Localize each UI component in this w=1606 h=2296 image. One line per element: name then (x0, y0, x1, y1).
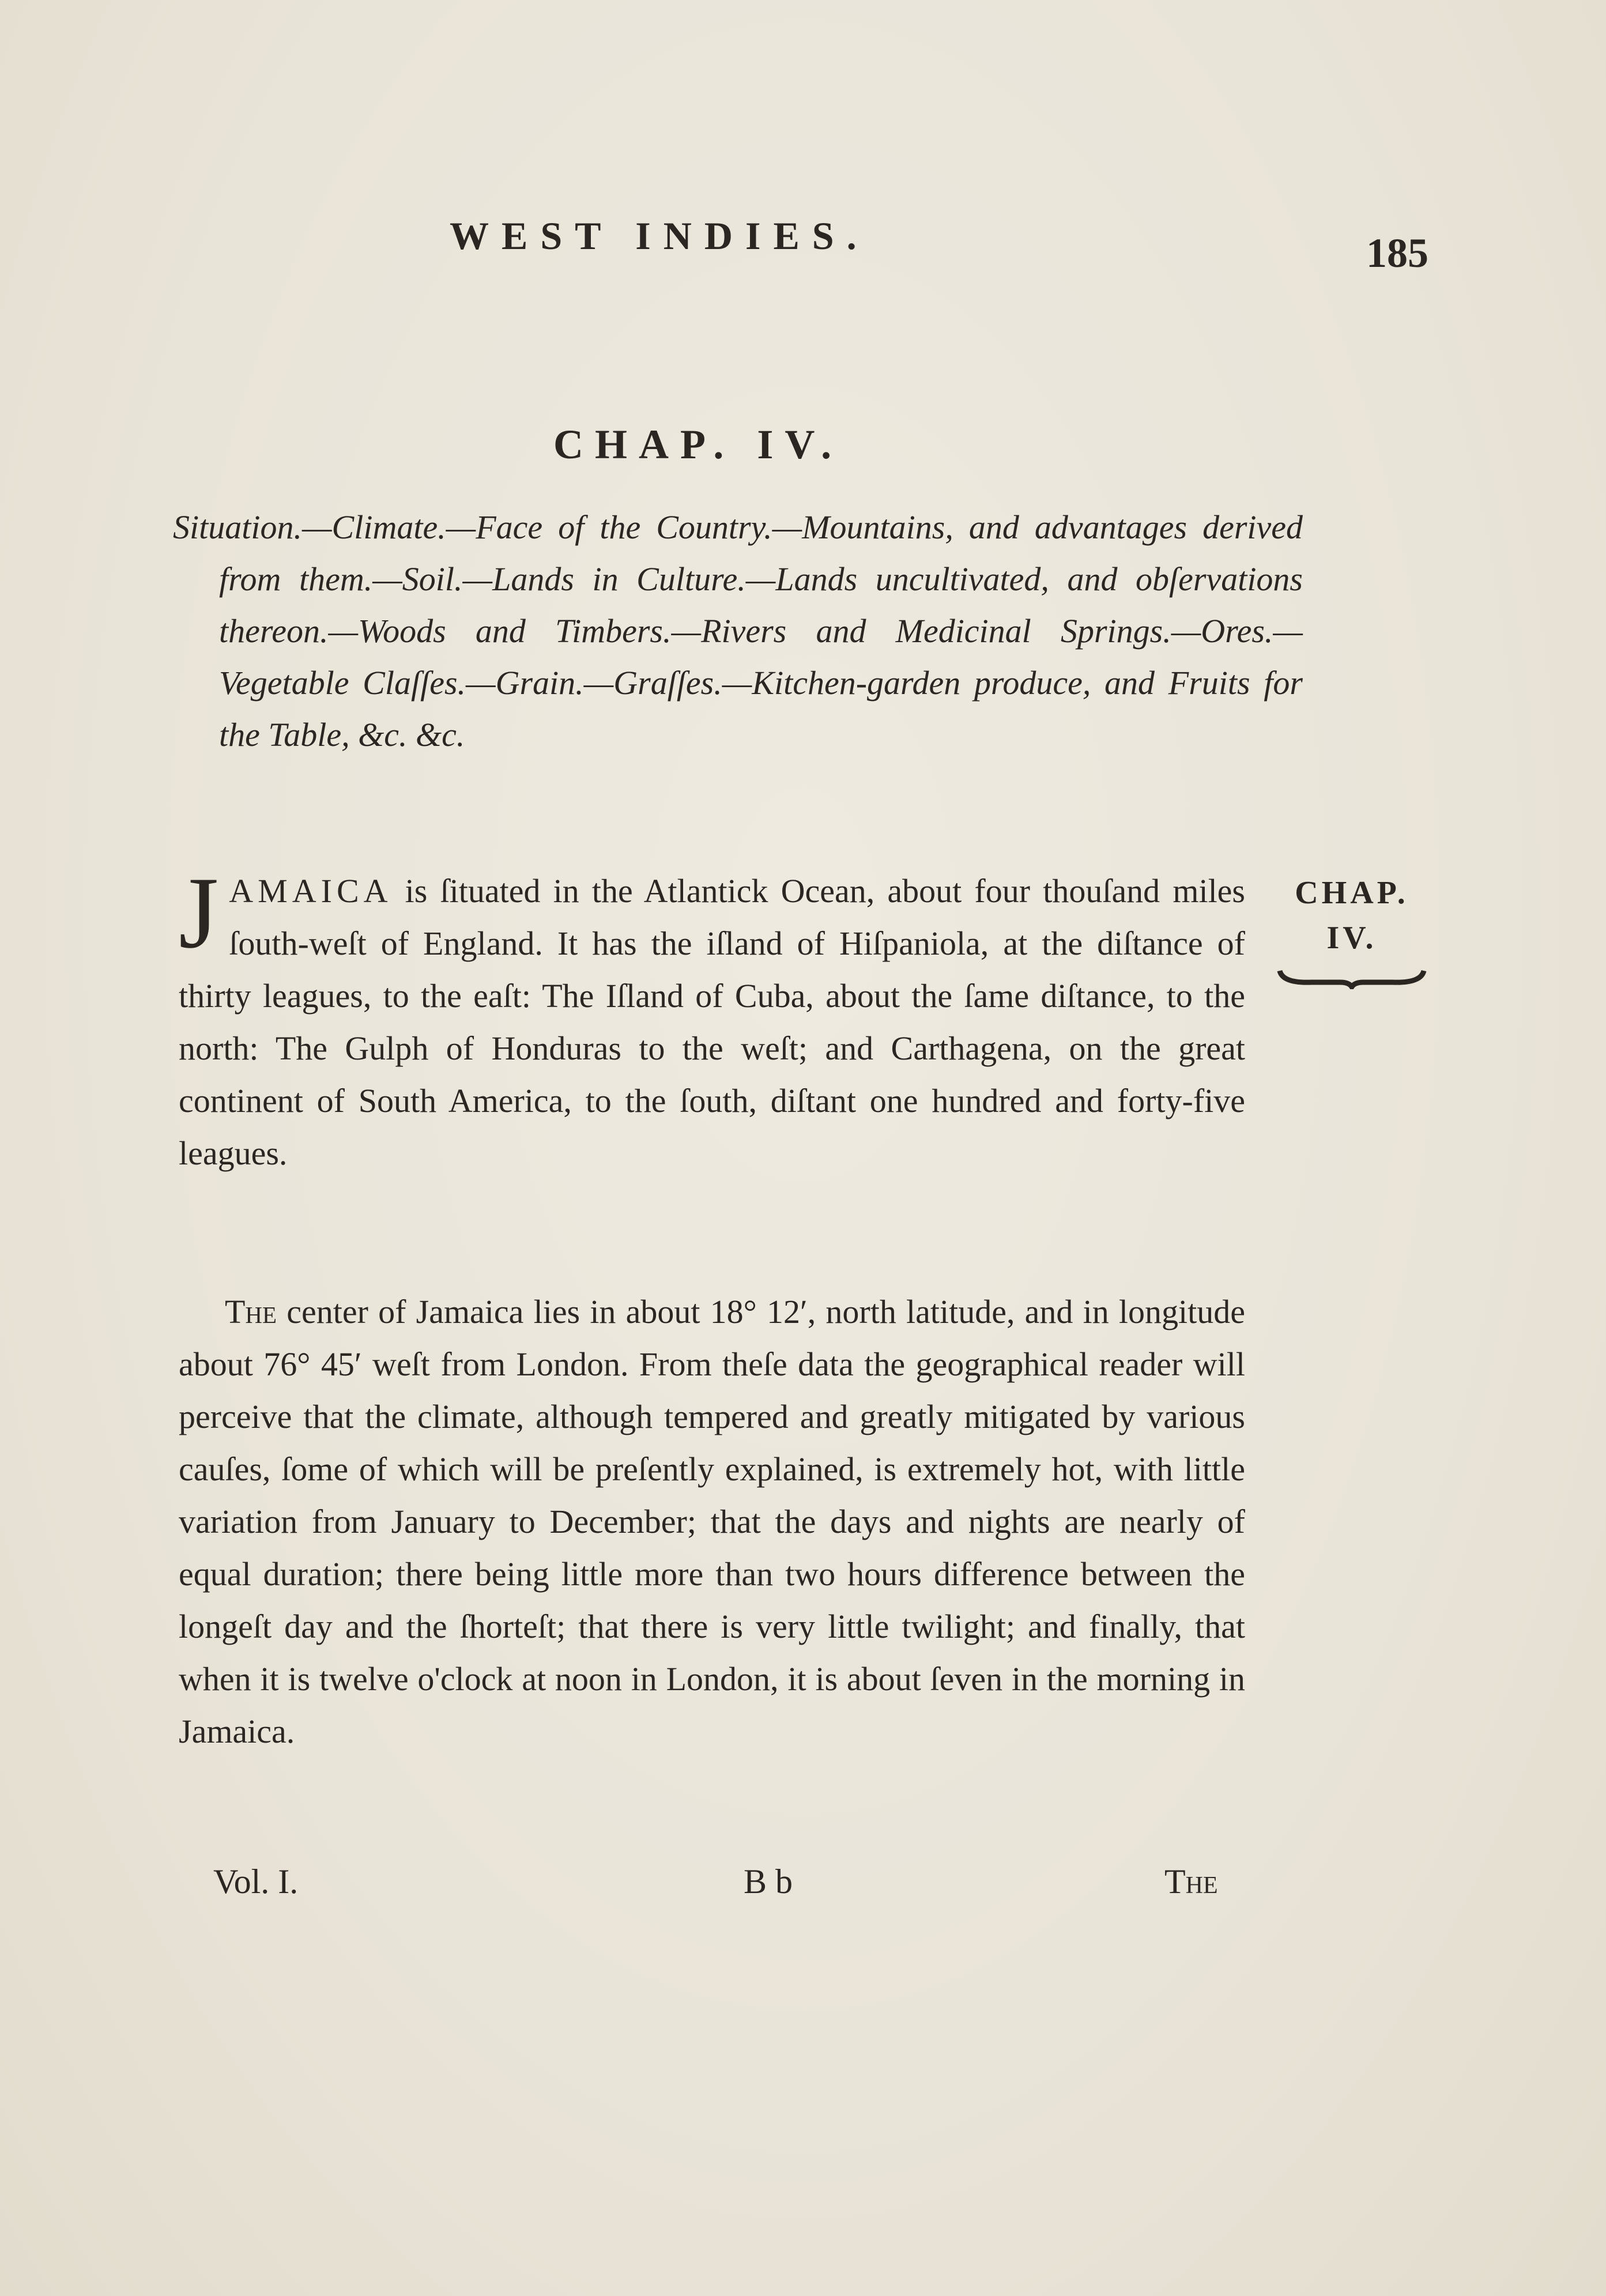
catchword: The (1164, 1863, 1218, 1901)
drop-cap: J (179, 855, 219, 970)
chapter-summary: Situation.—Climate.—Face of the Country.—Mountains, and advantages derived from them.—Soil.—Lands in Culture.—Lands uncultivated, and obſervations thereon.—Woods and Timbers.—Rivers and Medicinal Springs.—Ores.—Vegetable Claſſes.—Grain.—Graſſes.—Kitchen-garden produce, and Fruits for the Table, &c. &c. (173, 508, 1303, 753)
paragraph-2-lead: The (225, 1293, 277, 1330)
margin-note-line2: IV. (1326, 920, 1377, 956)
running-head: WEST INDIES. (450, 214, 869, 258)
paragraph-1-lead: AMAICA (229, 872, 393, 910)
page-number: 185 (1366, 230, 1428, 276)
signature-mark: B b (744, 1863, 793, 1901)
paragraph-1 (179, 855, 1245, 1179)
brace-ornament-icon (1277, 966, 1427, 989)
volume-label: Vol. I. (213, 1863, 299, 1901)
paragraph-2-text: center of Jamaica lies in about 18° 12′, north latitude, and in longitude about 76° 45′ weſt from London. From theſe data the geographical reader will perceive that the climate, although tempered and greatly mitigated by various cauſes, ſome of which will be preſently explained, is extremely hot, with little variation from January to December; that the days and nights are nearly of equal duration; there being little more than two hours difference between the longeſt day and the ſhorteſt; that there is very little twilight; and finally, that when it is twelve o'clock at noon in London, it is about ſeven in the morning in Jamaica. (179, 1293, 1245, 1750)
margin-note-line1: CHAP. (1295, 875, 1409, 911)
chapter-title: CHAP. IV. (553, 421, 843, 468)
paragraph-2 (179, 1285, 1245, 1758)
paragraph-1-text: is ſituated in the Atlantick Ocean, about four thouſand miles ſouth-weſt of England. It has the iſland of Hiſpaniola, at the diſtance of thirty leagues, to the eaſt: The Iſland of Cuba, about the ſame diſtance, to the north: The Gulph of Honduras to the weſt; and Carthagena, on the great continent of South America, to the ſouth, diſtant one hundred and forty-five leagues. (179, 872, 1245, 1172)
margin-note (1277, 870, 1427, 989)
